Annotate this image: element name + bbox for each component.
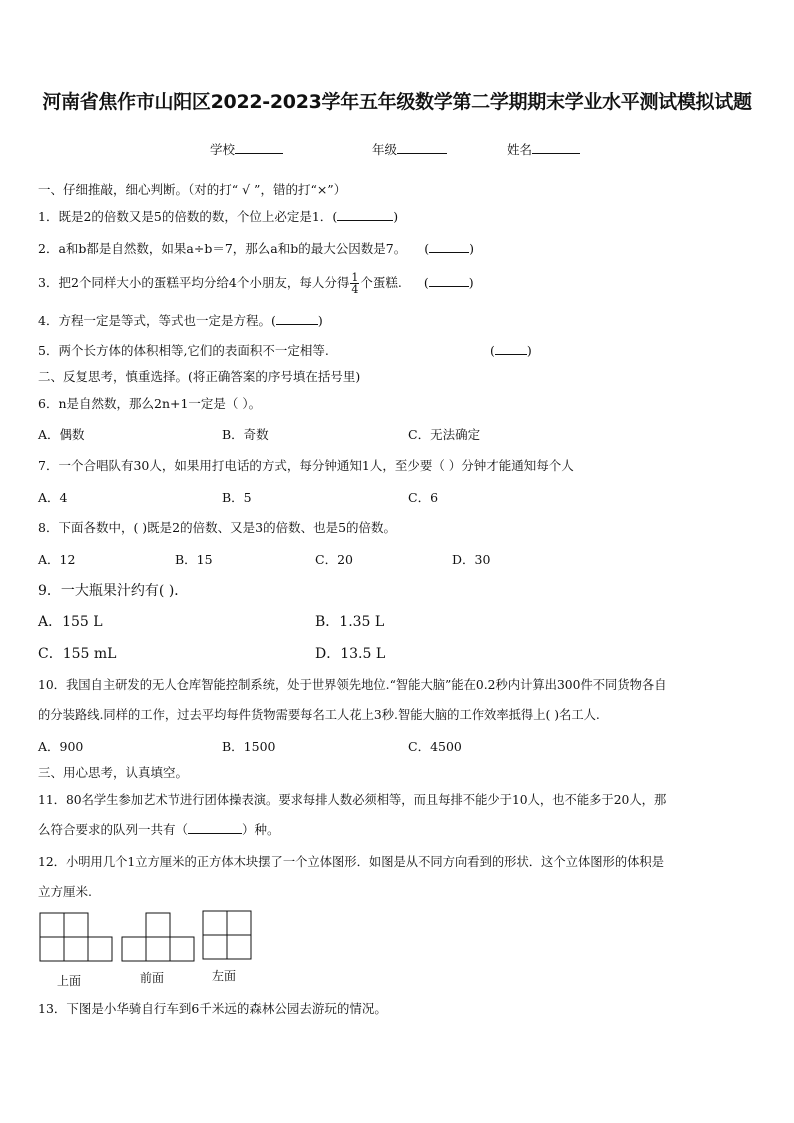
grade-blank[interactable] [397, 141, 447, 154]
question-5-answer: ( ) [490, 343, 532, 358]
q9-option-d[interactable]: D．13.5 L [315, 646, 386, 662]
q7-option-c[interactable]: C．6 [408, 490, 439, 505]
question-12-line2: 立方厘米. [38, 884, 92, 899]
q8-option-a[interactable]: A．12 [38, 552, 76, 567]
q10-option-a[interactable]: A．900 [38, 739, 84, 754]
question-1: 1．既是2的倍数又是5的倍数的数，个位上必定是1．( ) [38, 209, 399, 224]
front-view-figure [121, 912, 197, 964]
question-6: 6．n是自然数，那么2n+1一定是（ ）。 [38, 396, 262, 411]
left-view-figure [202, 910, 254, 962]
question-2: 2．a和b都是自然数，如果a÷b＝7，那么a和b的最大公因数是7。 ( ) [38, 241, 474, 256]
question-11-line1: 11．80名学生参加艺术节进行团体操表演。要求每排人数必须相等，而且每排不能少于10人，也不能多于20人，那 [38, 793, 667, 807]
answer-blank-1[interactable] [337, 208, 393, 221]
school-field: 学校 [210, 141, 283, 159]
question-11-line2: 么符合要求的队列一共有（ ）种。 [38, 822, 280, 837]
q9-option-c[interactable]: C．155 mL [38, 646, 117, 662]
left-view-label: 左面 [212, 969, 237, 983]
section3-heading: 三、用心思考，认真填空。 [38, 765, 189, 780]
grade-field: 年级 [372, 141, 447, 159]
top-view-label: 上面 [57, 974, 82, 988]
answer-blank-3[interactable] [429, 274, 469, 287]
q10-option-c[interactable]: C．4500 [408, 739, 462, 754]
q9-option-a[interactable]: A．155 L [38, 614, 103, 630]
answer-blank-11[interactable] [188, 821, 242, 834]
q10-option-b[interactable]: B．1500 [222, 739, 276, 754]
answer-blank-4[interactable] [276, 312, 318, 325]
q6-option-b[interactable]: B．奇数 [222, 427, 269, 442]
fraction-one-quarter: $\frac{1}{4}$ [351, 271, 359, 296]
school-blank[interactable] [235, 141, 283, 154]
answer-blank-5[interactable] [495, 342, 527, 355]
document-title: 河南省焦作市山阳区2022-2023学年五年级数学第二学期期末学业水平测试模拟试题 [42, 91, 752, 113]
question-13: 13．下图是小华骑自行车到6千米远的森林公园去游玩的情况。 [38, 1001, 387, 1016]
question-7: 7．一个合唱队有30人，如果用打电话的方式，每分钟通知1人，至少要（ ）分钟才能通知每个人 [38, 458, 574, 473]
name-field: 姓名 [507, 141, 580, 159]
question-8: 8．下面各数中，( )既是2的倍数、又是3的倍数、也是5的倍数。 [38, 520, 397, 535]
section2-heading: 二、反复思考，慎重选择。(将正确答案的序号填在括号里) [38, 369, 361, 384]
q8-option-c[interactable]: C．20 [315, 552, 353, 567]
question-9: 9．一大瓶果汁约有( )． [38, 583, 189, 599]
name-blank[interactable] [532, 141, 580, 154]
q6-option-a[interactable]: A．偶数 [38, 427, 85, 442]
answer-blank-2[interactable] [429, 240, 469, 253]
q6-option-c[interactable]: C．无法确定 [408, 427, 481, 442]
q8-option-d[interactable]: D．30 [452, 552, 491, 567]
question-5: 5．两个长方体的体积相等,它们的表面积不一定相等. [38, 343, 329, 358]
q8-option-b[interactable]: B．15 [175, 552, 213, 567]
front-view-label: 前面 [140, 971, 165, 985]
question-10-line2: 的分装路线.同样的工作，过去平均每件货物需要每名工人花上3秒.智能大脑的工作效率抵得上( )名工人. [38, 708, 600, 722]
question-12-line1: 12．小明用几个1立方厘米的正方体木块摆了一个立体图形．如图是从不同方向看到的形状．这个立体图形的体积是 [38, 855, 665, 869]
q7-option-a[interactable]: A．4 [38, 490, 68, 505]
q7-option-b[interactable]: B．5 [222, 490, 252, 505]
section1-heading: 一、仔细推敲，细心判断。（对的打“ √ ”，错的打“×”） [38, 182, 347, 197]
q9-option-b[interactable]: B．1.35 L [315, 614, 385, 630]
top-view-figure [39, 912, 115, 964]
question-10-line1: 10．我国自主研发的无人仓库智能控制系统，处于世界领先地位.“智能大脑”能在0.2秒内计算出300件不同货物各自 [38, 678, 667, 692]
question-3: 3．把2个同样大小的蛋糕平均分给4个小朋友，每人分得 $\frac{1}{4}$ 个蛋糕. ( ) [38, 271, 474, 296]
question-4: 4．方程一定是等式，等式也一定是方程。( ) [38, 313, 323, 328]
